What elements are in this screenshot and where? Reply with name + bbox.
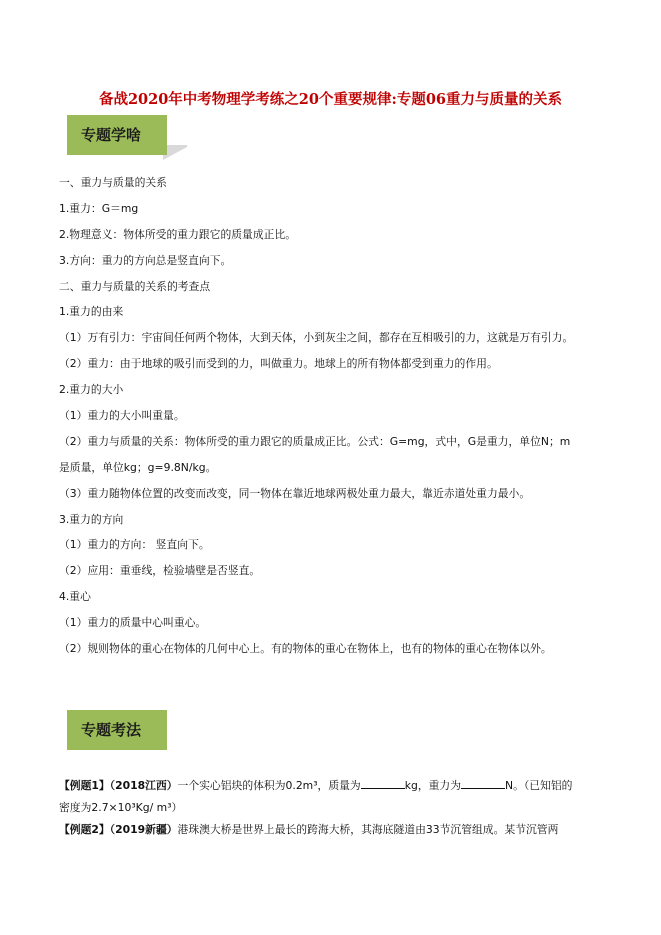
example-1-source: （2018江西） (109, 779, 178, 792)
examples (59, 775, 619, 841)
content-lines (59, 176, 619, 668)
example-1-text-d: 密度为2.7×10³Kg/ m³） (59, 801, 183, 814)
line-1: 1.重力：G＝mg (59, 201, 139, 215)
line-12: （3）重力随物体位置的改变而改变，同一物体在靠近地球两极处重力最大，靠近赤道处重力最小。 (59, 486, 531, 500)
line-2: 2.物理意义：物体所受的重力跟它的质量成正比。 (59, 227, 297, 241)
line-18: （2）规则物体的重心在物体的几何中心上。有的物体的重心在物体上，也有的物体的重心在物体以外。 (59, 642, 552, 656)
line-15: （2）应用：重垂线，检验墙壁是否竖直。 (59, 564, 261, 578)
section-banner-study-label: 专题学啥 (67, 115, 167, 155)
line-7: （2）重力：由于地球的吸引而受到的力，叫做重力。地球上的所有物体都受到重力的作用。 (59, 357, 498, 371)
line-6: （1）万有引力：宇宙间任何两个物体，大到天体，小到灰尘之间，都存在互相吸引的力，这就是万有引力。 (59, 331, 574, 345)
line-4: 二、重力与质量的关系的考查点 (59, 279, 211, 293)
example-2-text: 港珠澳大桥是世界上最长的跨海大桥，其海底隧道由33节沉管组成。某节沉管两 (177, 823, 559, 836)
line-14: （1）重力的方向： 竖直向下。 (59, 538, 210, 552)
document-title: 备战2020年中考物理学考练之20个重要规律:专题06重力与质量的关系 (98, 91, 563, 108)
example-1-text-b: kg，重力为 (404, 779, 462, 792)
line-17: （1）重力的质量中心叫重心。 (59, 616, 207, 630)
line-3: 3.方向：重力的方向总是竖直向下。 (59, 253, 232, 267)
example-1-tag: 【例题1】 (59, 779, 110, 792)
line-5: 1.重力的由来 (59, 305, 124, 319)
line-10: （2）重力与质量的关系：物体所受的重力跟它的质量成正比。公式：G=mg，式中，G是重力，单位N；m (59, 434, 571, 448)
line-11: 是质量，单位kg；g=9.8N/kg。 (59, 460, 217, 474)
example-2 (59, 819, 619, 841)
section-banner-exam (67, 710, 171, 752)
example-2-source: （2019新疆） (109, 823, 178, 836)
line-13: 3.重力的方向 (59, 512, 124, 526)
example-1-text-c: N。（已知铝的 (505, 779, 573, 792)
answer-blank-weight[interactable] (461, 778, 505, 789)
section-banner-study (67, 115, 187, 160)
line-9: （1）重力的大小叫重量。 (59, 409, 185, 423)
section-banner-exam-label: 专题考法 (67, 710, 167, 750)
line-8: 2.重力的大小 (59, 383, 124, 397)
example-1 (59, 775, 619, 819)
line-16: 4.重心 (59, 590, 91, 604)
line-0: 一、重力与质量的关系 (59, 176, 167, 189)
example-2-tag: 【例题2】 (59, 823, 110, 836)
example-1-text-a: 一个实心铝块的体积为0.2m³，质量为 (177, 779, 361, 792)
answer-blank-mass[interactable] (361, 778, 405, 789)
